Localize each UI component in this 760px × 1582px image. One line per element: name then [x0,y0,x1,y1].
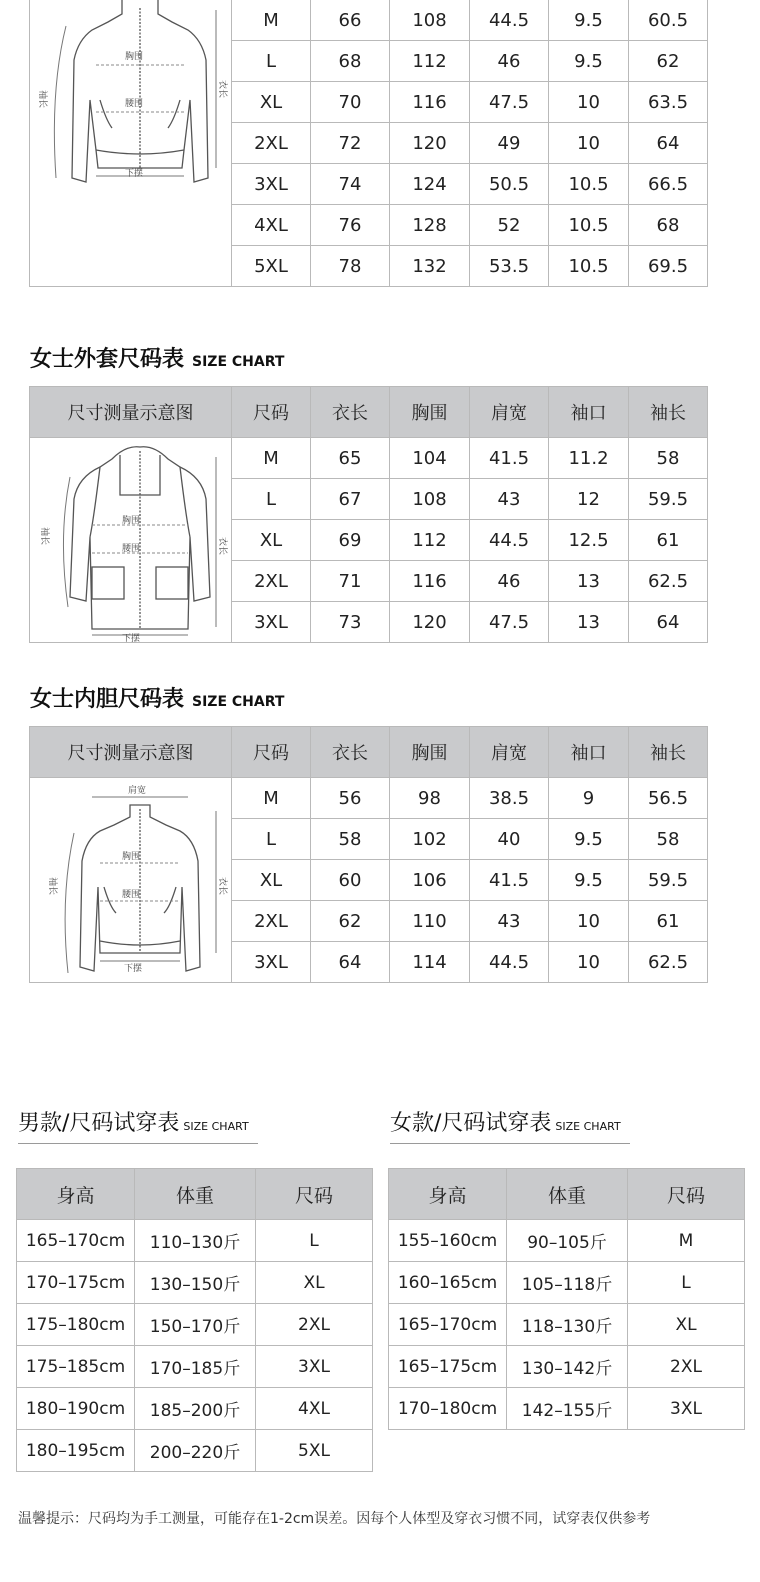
table-cell: 78 [311,246,390,287]
table-cell: 132 [390,246,470,287]
table-cell: 116 [390,561,470,602]
header-cell: 胸围 [390,727,470,778]
table-cell: 71 [311,561,390,602]
table-cell: 165–170cm [17,1220,135,1262]
header-cell: 衣长 [311,727,390,778]
diagram-label-sleeve: 袖长 [37,90,47,109]
table-cell: 62 [311,901,390,942]
diagram-label-hem: 下摆 [122,634,141,643]
table-cell: 65 [311,438,390,479]
table-cell: 170–180cm [389,1388,507,1430]
header-cell: 尺寸测量示意图 [30,387,232,438]
table-cell: M [232,0,311,41]
women-jacket-diagram [30,437,230,643]
table-cell: 128 [390,205,470,246]
table-cell: 68 [311,41,390,82]
table-cell: 104 [390,438,470,479]
table-cell: 62.5 [629,561,708,602]
women-liner-title: 女士内胆尺码表 SIZE CHART [30,687,285,712]
table-cell: 165–175cm [389,1346,507,1388]
table-cell: 64 [629,123,708,164]
table-row [17,1430,373,1472]
table-cell: 2XL [256,1304,373,1346]
table-cell: XL [628,1304,745,1346]
table-cell: 108 [390,0,470,41]
table-cell: 61 [629,901,708,942]
table-cell: 68 [629,205,708,246]
table-cell: 114 [390,942,470,983]
header-cell: 袖口 [549,387,629,438]
table-cell: 165–170cm [389,1304,507,1346]
diagram-label-waist: 腰围 [125,99,144,109]
table-cell: XL [256,1262,373,1304]
table-cell: M [628,1220,745,1262]
table-row [17,1388,373,1430]
diagram-label-shoulder: 肩宽 [128,786,147,796]
table-cell: 67 [311,479,390,520]
table-cell: 10.5 [549,246,629,287]
table-cell: 11.2 [549,438,629,479]
table-cell: 59.5 [629,479,708,520]
table-row [17,1262,373,1304]
table-cell: 90–105斤 [507,1220,628,1262]
table-cell: 155–160cm [389,1220,507,1262]
table-cell: 10 [549,901,629,942]
table-cell: 150–170斤 [135,1304,256,1346]
table-cell: XL [232,82,311,123]
table-cell: 4XL [256,1388,373,1430]
table-cell: 116 [390,82,470,123]
diagram-label-sleeve: 袖长 [47,877,57,896]
table-cell: 10 [549,123,629,164]
table-cell: 185–200斤 [135,1388,256,1430]
table-cell: L [232,479,311,520]
header-cell: 袖长 [629,387,708,438]
table-cell: 9 [549,778,629,819]
table-cell: 64 [629,602,708,643]
table-cell: 200–220斤 [135,1430,256,1472]
table-cell: 74 [311,164,390,205]
table-cell: 70 [311,82,390,123]
table-cell: 58 [311,819,390,860]
table-cell: 12 [549,479,629,520]
table-cell: M [232,438,311,479]
table-cell: 10.5 [549,205,629,246]
table-cell: 44.5 [470,0,549,41]
table-cell: 4XL [232,205,311,246]
size-note: 温馨提示：尺码均为手工测量，可能存在1-2cm误差。因每个人体型及穿衣习惯不同，试穿表仅供参考 [18,1511,651,1527]
table-cell: 9.5 [549,819,629,860]
table-cell: 41.5 [470,438,549,479]
header-cell: 身高 [17,1169,135,1220]
table-cell: 56 [311,778,390,819]
table-cell: 47.5 [470,602,549,643]
table-cell: 5XL [256,1430,373,1472]
table-cell: 13 [549,602,629,643]
table-cell: 62 [629,41,708,82]
table-cell: 105–118斤 [507,1262,628,1304]
table-cell: 120 [390,602,470,643]
table-cell: 2XL [628,1346,745,1388]
diagram-label-hem: 下摆 [124,964,143,974]
table-row [17,1304,373,1346]
table-cell: 5XL [232,246,311,287]
table-cell: 62.5 [629,942,708,983]
table-cell: 130–142斤 [507,1346,628,1388]
table-cell: 40 [470,819,549,860]
header-cell: 袖长 [629,727,708,778]
table-row [17,1346,373,1388]
men-fit-table [16,1168,373,1472]
table-cell: L [628,1262,745,1304]
table-cell: 9.5 [549,41,629,82]
header-cell: 肩宽 [470,727,549,778]
table-cell: 52 [470,205,549,246]
table-cell: 2XL [232,123,311,164]
table-cell: 102 [390,819,470,860]
table-cell: 170–175cm [17,1262,135,1304]
table-cell: 98 [390,778,470,819]
header-cell: 身高 [389,1169,507,1220]
table-cell: 130–150斤 [135,1262,256,1304]
header-cell: 尺码 [256,1169,373,1220]
table-cell: 58 [629,438,708,479]
table-cell: 44.5 [470,520,549,561]
table-cell: 10 [549,82,629,123]
table-row [389,1220,745,1262]
table-cell: 2XL [232,901,311,942]
men-fit-title: 男款/尺码试穿表 SIZE CHART [18,1106,258,1144]
men-jacket-diagram [30,0,230,288]
table-cell: 66 [311,0,390,41]
header-cell: 体重 [135,1169,256,1220]
table-cell: L [232,819,311,860]
table-cell: 110 [390,901,470,942]
diagram-label-length: 衣长 [217,80,227,99]
table-cell: 60 [311,860,390,901]
diagram-label-sleeve: 袖长 [39,527,49,546]
table-cell: 69 [311,520,390,561]
table-cell: 43 [470,479,549,520]
header-cell: 尺码 [628,1169,745,1220]
table-cell: 64 [311,942,390,983]
table-cell: 63.5 [629,82,708,123]
table-cell: 9.5 [549,0,629,41]
table-cell: 13 [549,561,629,602]
table-cell: 118–130斤 [507,1304,628,1346]
table-cell: 2XL [232,561,311,602]
table-cell: 43 [470,901,549,942]
table-cell: 73 [311,602,390,643]
table-cell: 38.5 [470,778,549,819]
diagram-label-hem: 下摆 [125,169,144,179]
table-row [389,1304,745,1346]
table-cell: 175–180cm [17,1304,135,1346]
table-cell: 69.5 [629,246,708,287]
table-cell: 124 [390,164,470,205]
diagram-label-chest: 胸围 [122,516,141,526]
table-cell: 56.5 [629,778,708,819]
header-cell: 衣长 [311,387,390,438]
table-cell: 175–185cm [17,1346,135,1388]
table-cell: 110–130斤 [135,1220,256,1262]
diagram-label-waist: 腰围 [122,890,141,900]
table-cell: 46 [470,561,549,602]
header-cell: 尺寸测量示意图 [30,727,232,778]
table-cell: XL [232,520,311,561]
women-liner-diagram [30,777,230,983]
diagram-label-length: 衣长 [217,877,227,896]
table-cell: 10 [549,942,629,983]
diagram-label-chest: 胸围 [122,852,141,862]
table-cell: 46 [470,41,549,82]
women-jacket-title: 女士外套尺码表 SIZE CHART [30,347,285,372]
diagram-label-chest: 胸围 [125,52,144,62]
table-row [389,1262,745,1304]
header-cell: 尺码 [232,387,311,438]
table-cell: 12.5 [549,520,629,561]
diagram-label-waist: 腰围 [122,544,141,554]
table-cell: 10.5 [549,164,629,205]
table-cell: 41.5 [470,860,549,901]
table-cell: 160–165cm [389,1262,507,1304]
header-cell: 肩宽 [470,387,549,438]
table-cell: 53.5 [470,246,549,287]
table-cell: 108 [390,479,470,520]
table-cell: 3XL [232,602,311,643]
table-cell: 180–195cm [17,1430,135,1472]
table-cell: L [256,1220,373,1262]
header-cell: 尺码 [232,727,311,778]
table-cell: M [232,778,311,819]
table-row [389,1346,745,1388]
header-cell: 袖口 [549,727,629,778]
table-cell: 50.5 [470,164,549,205]
table-row [389,1388,745,1430]
table-cell: L [232,41,311,82]
table-cell: 44.5 [470,942,549,983]
diagram-label-length: 衣长 [217,537,227,556]
table-cell: 58 [629,819,708,860]
table-cell: 142–155斤 [507,1388,628,1430]
table-cell: 112 [390,41,470,82]
table-cell: 3XL [232,164,311,205]
table-cell: 3XL [628,1388,745,1430]
women-fit-table [388,1168,745,1430]
table-cell: 66.5 [629,164,708,205]
table-cell: XL [232,860,311,901]
table-cell: 76 [311,205,390,246]
table-cell: 170–185斤 [135,1346,256,1388]
table-cell: 106 [390,860,470,901]
table-cell: 3XL [256,1346,373,1388]
table-cell: 61 [629,520,708,561]
table-cell: 72 [311,123,390,164]
header-cell: 体重 [507,1169,628,1220]
table-cell: 120 [390,123,470,164]
table-cell: 59.5 [629,860,708,901]
table-cell: 180–190cm [17,1388,135,1430]
table-cell: 60.5 [629,0,708,41]
table-cell: 49 [470,123,549,164]
table-cell: 47.5 [470,82,549,123]
header-cell: 胸围 [390,387,470,438]
table-cell: 3XL [232,942,311,983]
table-cell: 9.5 [549,860,629,901]
women-fit-title: 女款/尺码试穿表 SIZE CHART [390,1106,630,1144]
table-cell: 112 [390,520,470,561]
table-row [17,1220,373,1262]
